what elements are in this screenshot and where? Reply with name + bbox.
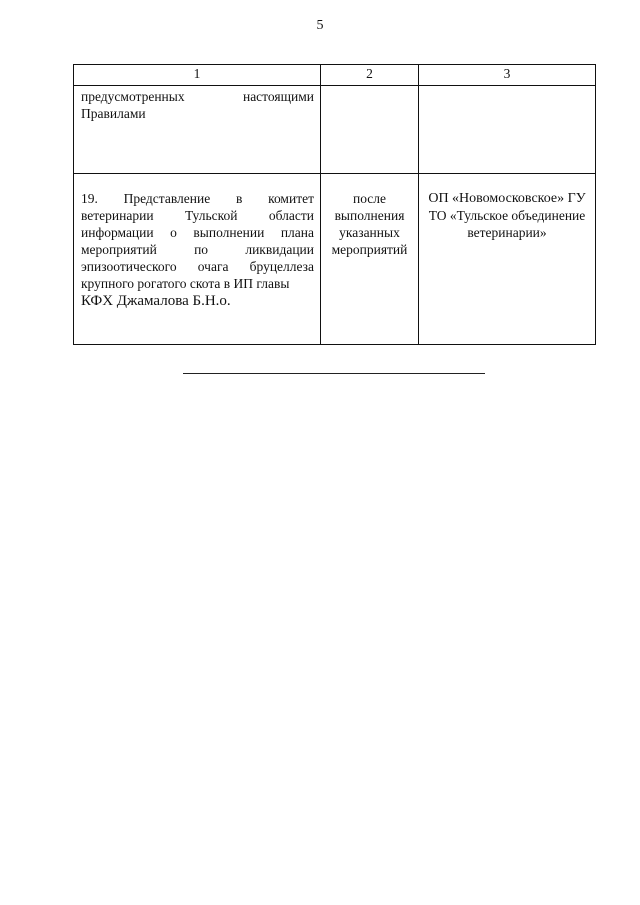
page-number: 5 [316, 18, 324, 33]
column-header-1: 1 [74, 65, 321, 86]
table-row [74, 86, 596, 174]
column-header-2: 2 [321, 65, 419, 86]
measure-19-text: 19. Представление в комитет ветеринарии Тульской области информации о выполнении плана мероприятий по ликвидации эпизоотического очага бруцеллеза крупного рогатого скота в ИП главы [81, 191, 314, 291]
measure-19-responsible [419, 174, 596, 345]
measure-19-description [74, 174, 321, 345]
column-header-3: 3 [419, 65, 596, 86]
responsible-org-line-1: ОП «Новомосковское» ГУ [428, 191, 586, 206]
measure-19-deadline [321, 174, 419, 345]
measure-19-farm-name: КФХ Джамалова Б.Н.о. [81, 293, 231, 309]
table-row [74, 174, 596, 345]
continuation-line-2: Правилами [81, 106, 146, 121]
continuation-cell-1 [74, 86, 321, 174]
responsible-org-line-2: ТО «Тульское объединение ветеринарии» [428, 208, 586, 240]
end-of-document-rule [183, 373, 485, 374]
continuation-cell-2 [321, 86, 419, 174]
continuation-line-1: предусмотренных настоящими [81, 89, 314, 104]
continuation-cell-3 [419, 86, 596, 174]
measures-table [73, 64, 596, 345]
measure-19-deadline-text: после выполнения указанных мероприятий [331, 191, 408, 257]
table-header-row [74, 65, 596, 86]
